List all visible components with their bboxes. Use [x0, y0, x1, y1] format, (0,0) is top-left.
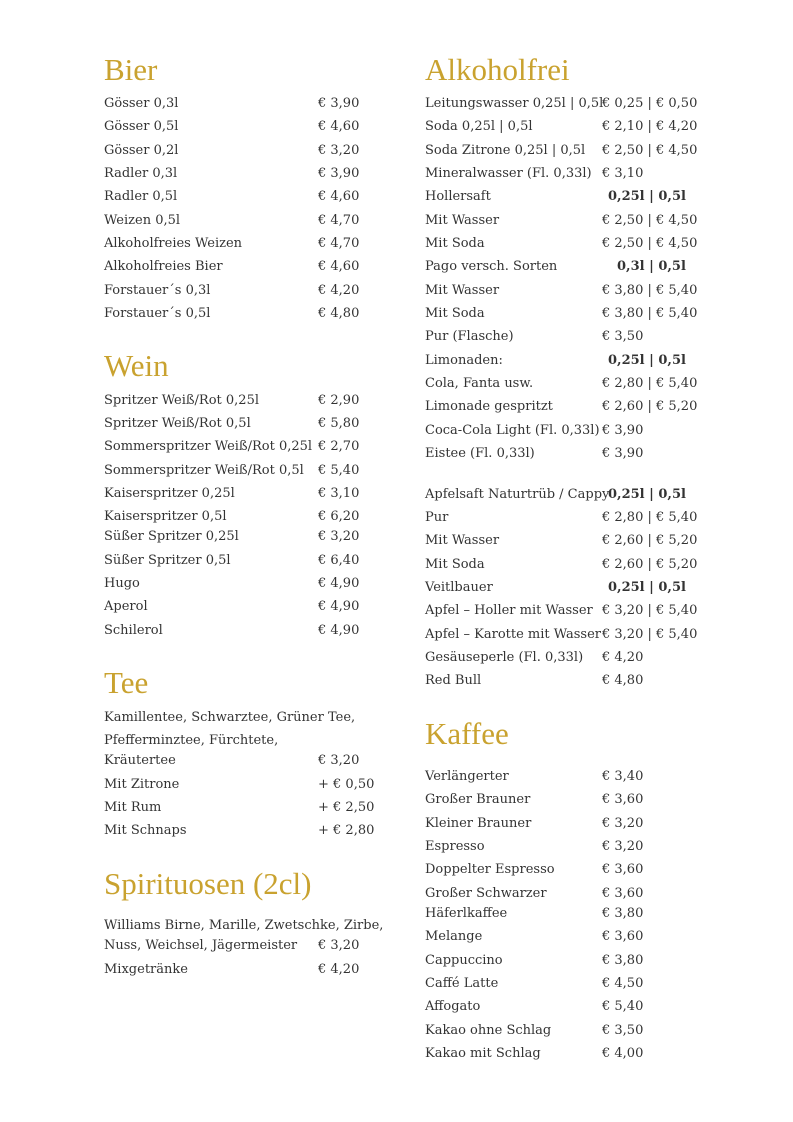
- item-price: € 3,90: [318, 166, 360, 181]
- section-title-bier: Bier: [104, 52, 158, 87]
- item-name: Limonade gespritzt: [425, 399, 553, 414]
- item-price: € 2,70: [318, 439, 360, 454]
- item-name: Mineralwasser (Fl. 0,33l): [425, 166, 592, 181]
- item-name: Apfel – Holler mit Wasser: [425, 603, 593, 618]
- item-price: € 4,00: [602, 1046, 644, 1061]
- item-price: € 5,40: [318, 463, 360, 478]
- item-name: Forstauer´s 0,5l: [104, 306, 211, 321]
- item-name: Affogato: [425, 999, 481, 1014]
- item-price: € 3,60: [602, 929, 644, 944]
- item-price: € 2,90: [318, 393, 360, 408]
- item-name: Gösser 0,5l: [104, 119, 179, 134]
- item-price: € 4,20: [318, 962, 360, 977]
- item-name: Pago versch. Sorten: [425, 259, 558, 274]
- item-name: Großer Schwarzer: [425, 886, 547, 901]
- item-name: Kleiner Brauner: [425, 816, 532, 831]
- tee-note-line-2: Pfefferminztee, Fürchtete,: [104, 733, 279, 748]
- item-price: € 3,40: [602, 769, 644, 784]
- item-price: € 6,20: [318, 509, 360, 524]
- item-name: Mit Zitrone: [104, 777, 180, 792]
- item-name: Eistee (Fl. 0,33l): [425, 446, 535, 461]
- item-name: Spritzer Weiß/Rot 0,5l: [104, 416, 251, 431]
- item-price: € 6,40: [318, 553, 360, 568]
- item-name: Häferlkaffee: [425, 906, 508, 921]
- item-price: € 3,60: [602, 792, 644, 807]
- item-name: Mit Soda: [425, 557, 485, 572]
- item-price: € 2,80 | € 5,40: [602, 376, 698, 391]
- section-title-tee: Tee: [104, 665, 149, 700]
- size-header: 0,25l | 0,5l: [608, 189, 686, 204]
- item-name: Sommerspritzer Weiß/Rot 0,5l: [104, 463, 304, 478]
- item-name: Coca-Cola Light (Fl. 0,33l): [425, 423, 600, 438]
- item-price: € 0,25 | € 0,50: [602, 96, 698, 111]
- item-name: Hugo: [104, 576, 140, 591]
- section-title-wein: Wein: [104, 348, 169, 383]
- item-price: € 4,50: [602, 976, 644, 991]
- item-name: Spritzer Weiß/Rot 0,25l: [104, 393, 260, 408]
- item-name: Kaiserspritzer 0,5l: [104, 509, 227, 524]
- item-name: Mit Soda: [425, 236, 485, 251]
- item-name: Limonaden:: [425, 353, 503, 368]
- item-name: Pur: [425, 510, 449, 525]
- item-price: + € 2,80: [318, 823, 375, 838]
- item-price: € 3,20: [318, 143, 360, 158]
- item-price: € 3,60: [602, 862, 644, 877]
- size-header: 0,25l | 0,5l: [608, 487, 686, 502]
- item-price: € 3,20: [602, 816, 644, 831]
- item-price: € 3,80 | € 5,40: [602, 283, 698, 298]
- item-price: € 3,20 | € 5,40: [602, 603, 698, 618]
- item-price: € 3,50: [602, 329, 644, 344]
- item-name: Apfel – Karotte mit Wasser: [425, 627, 601, 642]
- item-price: € 3,20: [318, 938, 360, 953]
- item-name: Kräutertee: [104, 753, 176, 768]
- item-name: Caffé Latte: [425, 976, 499, 991]
- spirituosen-note-line-1: Williams Birne, Marille, Zwetschke, Zirbe,: [104, 918, 384, 933]
- item-name: Verlängerter: [425, 769, 509, 784]
- item-price: € 4,90: [318, 599, 360, 614]
- item-name: Mit Rum: [104, 800, 162, 815]
- item-name: Alkoholfreies Bier: [104, 259, 223, 274]
- item-price: € 2,80 | € 5,40: [602, 510, 698, 525]
- item-name: Gesäuseperle (Fl. 0,33l): [425, 650, 584, 665]
- tee-note-line-1: Kamillentee, Schwarztee, Grüner Tee,: [104, 710, 356, 725]
- item-price: € 4,90: [318, 576, 360, 591]
- item-price: € 5,80: [318, 416, 360, 431]
- item-name: Mit Wasser: [425, 213, 500, 228]
- item-price: € 4,80: [602, 673, 644, 688]
- item-name: Red Bull: [425, 673, 482, 688]
- item-price: € 2,60 | € 5,20: [602, 399, 698, 414]
- size-header: 0,25l | 0,5l: [608, 580, 686, 595]
- item-name: Hollersaft: [425, 189, 491, 204]
- item-name: Mixgetränke: [104, 962, 188, 977]
- item-price: € 3,90: [602, 423, 644, 438]
- item-name: Apfelsaft Naturtrüb / Cappy: [425, 487, 610, 502]
- item-name: Kakao ohne Schlag: [425, 1023, 552, 1038]
- item-price: € 4,70: [318, 213, 360, 228]
- item-price: € 4,20: [602, 650, 644, 665]
- item-price: € 3,90: [318, 96, 360, 111]
- item-price: € 4,80: [318, 306, 360, 321]
- item-price: € 2,50 | € 4,50: [602, 143, 698, 158]
- item-name: Gösser 0,2l: [104, 143, 179, 158]
- item-name: Cappuccino: [425, 953, 503, 968]
- item-price: € 4,20: [318, 283, 360, 298]
- item-price: € 3,10: [318, 486, 360, 501]
- item-name: Radler 0,5l: [104, 189, 178, 204]
- item-name: Großer Brauner: [425, 792, 531, 807]
- item-price: € 3,90: [602, 446, 644, 461]
- item-name: Nuss, Weichsel, Jägermeister: [104, 938, 298, 953]
- item-name: Doppelter Espresso: [425, 862, 555, 877]
- item-name: Espresso: [425, 839, 485, 854]
- item-name: Kaiserspritzer 0,25l: [104, 486, 235, 501]
- item-name: Forstauer´s 0,3l: [104, 283, 211, 298]
- item-name: Mit Schnaps: [104, 823, 187, 838]
- item-name: Sommerspritzer Weiß/Rot 0,25l: [104, 439, 313, 454]
- item-name: Soda 0,25l | 0,5l: [425, 119, 533, 134]
- item-name: Melange: [425, 929, 483, 944]
- item-price: € 4,60: [318, 259, 360, 274]
- item-price: € 3,20: [318, 529, 360, 544]
- item-name: Süßer Spritzer 0,5l: [104, 553, 231, 568]
- item-price: € 3,50: [602, 1023, 644, 1038]
- item-price: € 5,40: [602, 999, 644, 1014]
- item-name: Kakao mit Schlag: [425, 1046, 541, 1061]
- item-name: Weizen 0,5l: [104, 213, 181, 228]
- item-name: Leitungswasser 0,25l | 0,5l: [425, 96, 604, 111]
- item-name: Aperol: [104, 599, 148, 614]
- size-header: 0,3l | 0,5l: [617, 259, 686, 274]
- item-price: € 3,20: [602, 839, 644, 854]
- section-title-spirituosen: Spirituosen (2cl): [104, 866, 312, 901]
- item-name: Pur (Flasche): [425, 329, 514, 344]
- item-price: € 3,80: [602, 953, 644, 968]
- item-name: Süßer Spritzer 0,25l: [104, 529, 239, 544]
- item-price: € 2,50 | € 4,50: [602, 236, 698, 251]
- item-name: Radler 0,3l: [104, 166, 178, 181]
- item-price: € 4,60: [318, 119, 360, 134]
- item-price: € 3,20: [318, 753, 360, 768]
- item-price: € 2,60 | € 5,20: [602, 557, 698, 572]
- item-price: € 3,60: [602, 886, 644, 901]
- item-name: Mit Soda: [425, 306, 485, 321]
- item-name: Mit Wasser: [425, 533, 500, 548]
- item-name: Mit Wasser: [425, 283, 500, 298]
- item-name: Veitlbauer: [425, 580, 493, 595]
- item-price: € 3,80 | € 5,40: [602, 306, 698, 321]
- item-price: € 4,70: [318, 236, 360, 251]
- item-price: € 2,60 | € 5,20: [602, 533, 698, 548]
- size-header: 0,25l | 0,5l: [608, 353, 686, 368]
- item-price: € 3,20 | € 5,40: [602, 627, 698, 642]
- item-price: € 3,10: [602, 166, 644, 181]
- item-price: + € 0,50: [318, 777, 375, 792]
- item-price: + € 2,50: [318, 800, 375, 815]
- item-name: Schilerol: [104, 623, 163, 638]
- section-title-kaffee: Kaffee: [425, 716, 509, 751]
- item-price: € 2,50 | € 4,50: [602, 213, 698, 228]
- item-price: € 3,80: [602, 906, 644, 921]
- section-title-alkoholfrei: Alkoholfrei: [425, 52, 570, 87]
- item-name: Gösser 0,3l: [104, 96, 179, 111]
- item-name: Alkoholfreies Weizen: [104, 236, 243, 251]
- item-name: Soda Zitrone 0,25l | 0,5l: [425, 143, 586, 158]
- item-price: € 4,60: [318, 189, 360, 204]
- item-name: Cola, Fanta usw.: [425, 376, 534, 391]
- item-price: € 4,90: [318, 623, 360, 638]
- item-price: € 2,10 | € 4,20: [602, 119, 698, 134]
